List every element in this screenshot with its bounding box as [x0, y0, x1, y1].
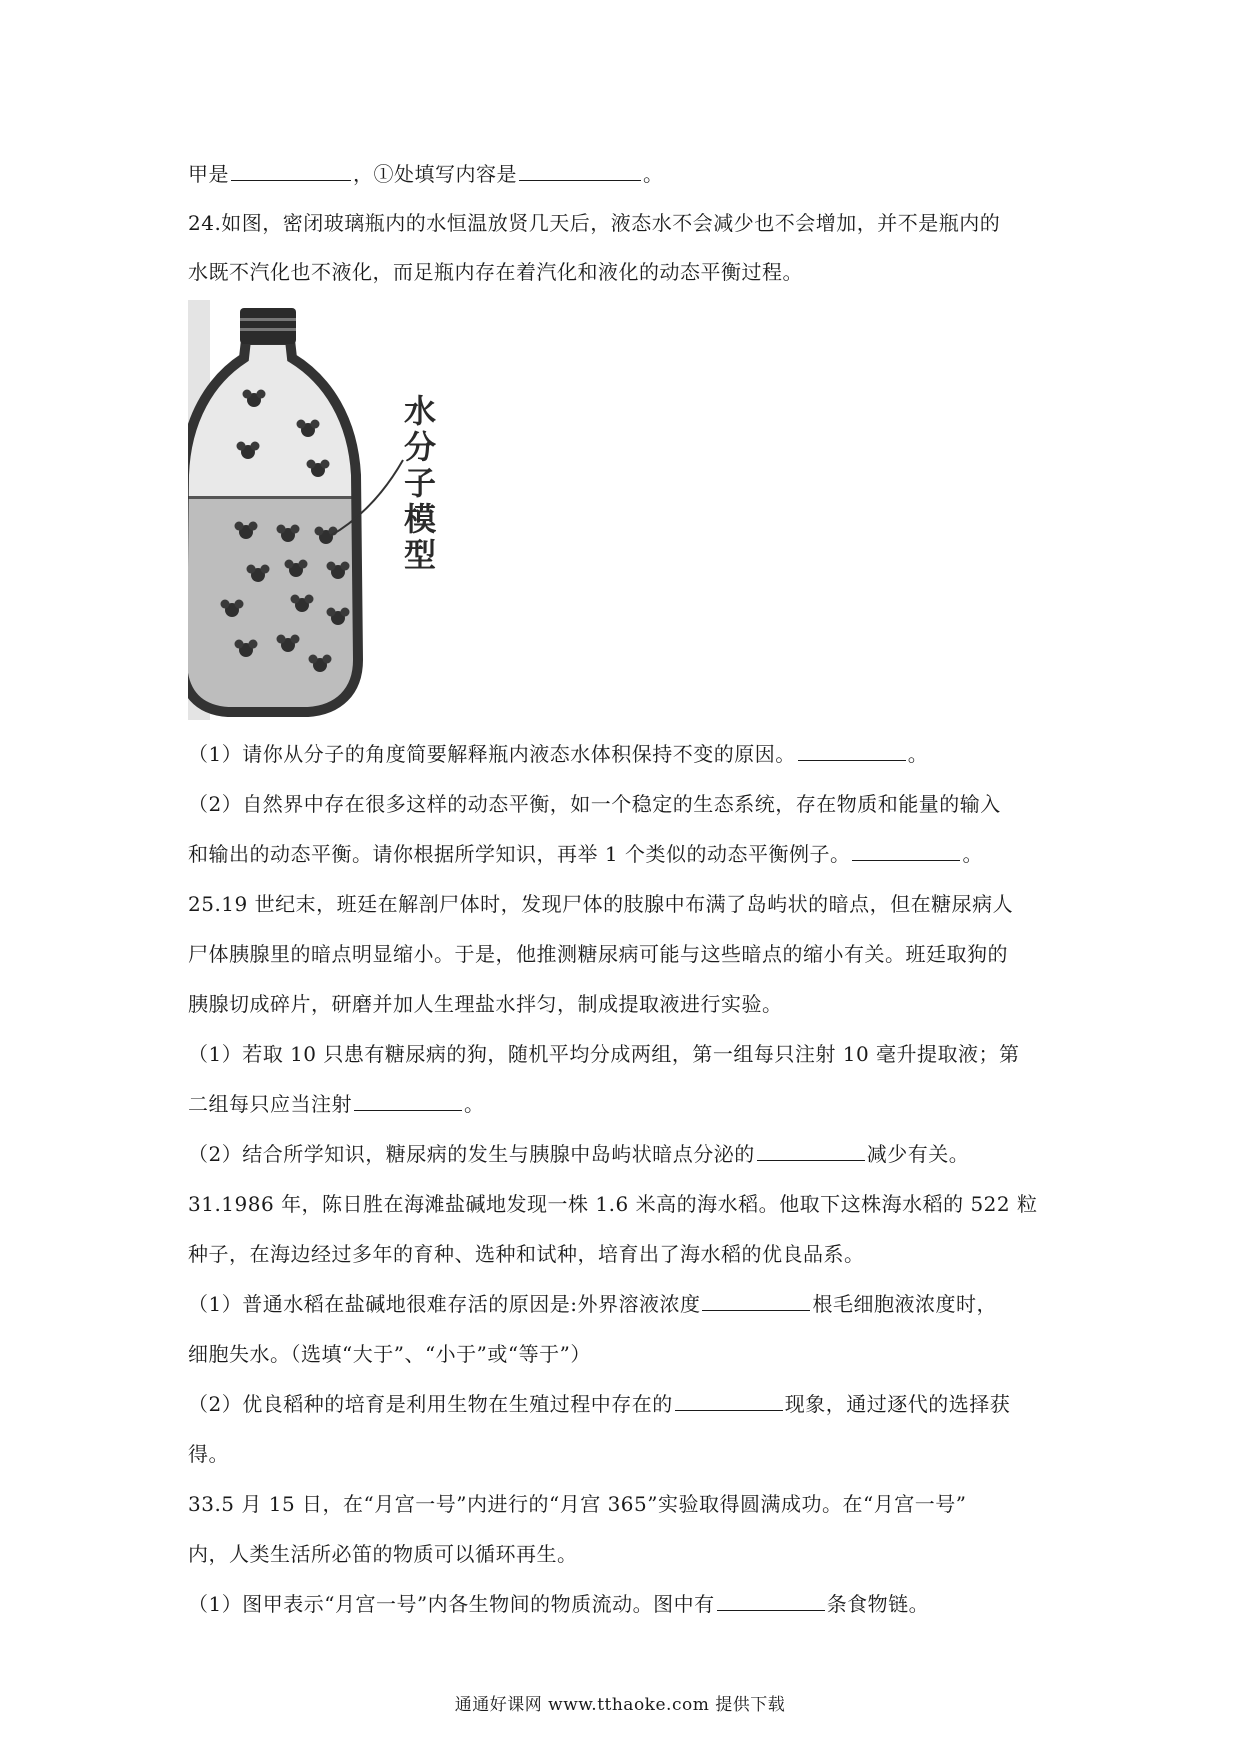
answer-blank[interactable] [702, 1290, 810, 1311]
answer-blank[interactable] [231, 160, 351, 181]
line-answer-blanks [188, 150, 1058, 199]
question-31-line-1: 31.1986 年，陈日胜在海滩盐碱地发现一株 1.6 米高的海水稻。他取下这株海水稻的 522 粒 [188, 1192, 1038, 1216]
answer-blank[interactable] [852, 840, 960, 861]
text: 。 [464, 1092, 485, 1116]
text: 。 [907, 742, 929, 766]
question-33-line-1: 33.5 月 15 日，在“月宫一号”内进行的“月宫 365”实验取得圆满成功。在“月宫一号” [188, 1492, 967, 1516]
answer-blank[interactable] [675, 1390, 783, 1411]
caption-char: 分 [404, 428, 437, 466]
question-24-sub-1 [188, 730, 1058, 779]
caption-char: 水 [404, 392, 437, 430]
text: 现象，通过逐代的选择获 [784, 1392, 1011, 1416]
text: 。 [643, 162, 664, 186]
answer-blank[interactable] [798, 740, 906, 761]
text: 减少有关。 [866, 1142, 970, 1166]
text: 根毛细胞液浓度时， [812, 1292, 997, 1316]
text: （1）请你从分子的角度简要解释瓶内液态水体积保持不变的原因。 [188, 742, 796, 766]
page-footer: 通通好课网 www.tthaoke.com 提供下载 [454, 1695, 786, 1715]
water-molecule-bottle-illustration [188, 300, 478, 720]
text: 条食物链。 [826, 1592, 930, 1616]
question-25-sub-2 [188, 1130, 1058, 1179]
text: （2）结合所学知识，糖尿病的发生与胰腺中岛屿状暗点分泌的 [188, 1142, 755, 1166]
bottle-cap [240, 308, 296, 344]
question-25-line-2: 尸体胰腺里的暗点明显缩小。于是，他推测糖尿病可能与这些暗点的缩小有关。班廷取狗的 [188, 942, 1008, 966]
question-33-line-2: 内，人类生活所必笛的物质可以循环再生。 [188, 1542, 578, 1566]
text: （1）普通水稻在盐碱地很难存活的原因是:外界溶液浓度 [188, 1292, 701, 1316]
answer-blank[interactable] [717, 1590, 825, 1611]
answer-blank[interactable] [519, 160, 641, 181]
text: 二组每只应当注射 [188, 1092, 352, 1116]
question-31-sub-2-line-1 [188, 1380, 1058, 1429]
question-25-sub-1-line-1: （1）若取 10 只患有糖尿病的狗，随机平均分成两组，第一组每只注射 10 毫升提取液；第 [188, 1042, 1020, 1066]
question-24-sub-2-line-2 [188, 830, 1058, 879]
caption-char: 模 [404, 500, 437, 538]
text: 和输出的动态平衡。请你根据所学知识，再举 1 个类似的动态平衡例子。 [188, 842, 851, 866]
question-31-sub-1-line-1 [188, 1280, 1058, 1329]
question-24-line-2: 水既不汽化也不液化，而足瓶内存在着汽化和液化的动态平衡过程。 [188, 260, 803, 284]
text: 甲是 [188, 162, 229, 186]
water-bottle-figure [188, 300, 478, 720]
text: （2）优良稻种的培育是利用生物在生殖过程中存在的 [188, 1392, 673, 1416]
question-25-line-1: 25.19 世纪末，班廷在解剖尸体时，发现尸体的肢腺中布满了岛屿状的暗点，但在糖尿病人 [188, 892, 1014, 916]
answer-blank[interactable] [757, 1140, 865, 1161]
question-31-line-2: 种子，在海边经过多年的育种、选种和试种，培育出了海水稻的优良品系。 [188, 1242, 865, 1266]
question-31-sub-2-line-2: 得。 [188, 1442, 229, 1466]
question-24-sub-2-line-1: （2）自然界中存在很多这样的动态平衡，如一个稳定的生态系统，存在物质和能量的输入 [188, 792, 1001, 816]
question-25-line-3: 胰腺切成碎片，研磨并加人生理盐水拌匀，制成提取液进行实验。 [188, 992, 783, 1016]
text: （1）图甲表示“月宫一号”内各生物间的物质流动。图中有 [188, 1592, 715, 1616]
text: ，①处填写内容是 [353, 162, 517, 186]
caption-char: 子 [404, 464, 437, 502]
answer-blank[interactable] [354, 1090, 462, 1111]
caption-char: 型 [404, 536, 437, 574]
question-24-line-1: 24.如图，密闭玻璃瓶内的水恒温放贤几天后，液态水不会减少也不会增加，并不是瓶内的 [188, 211, 1001, 235]
question-31-sub-1-line-2: 细胞失水。（选填“大于”、“小于”或“等于”） [188, 1342, 591, 1366]
question-33-sub-1 [188, 1580, 1058, 1629]
text: 。 [962, 842, 983, 866]
question-25-sub-1-line-2 [188, 1080, 1058, 1129]
